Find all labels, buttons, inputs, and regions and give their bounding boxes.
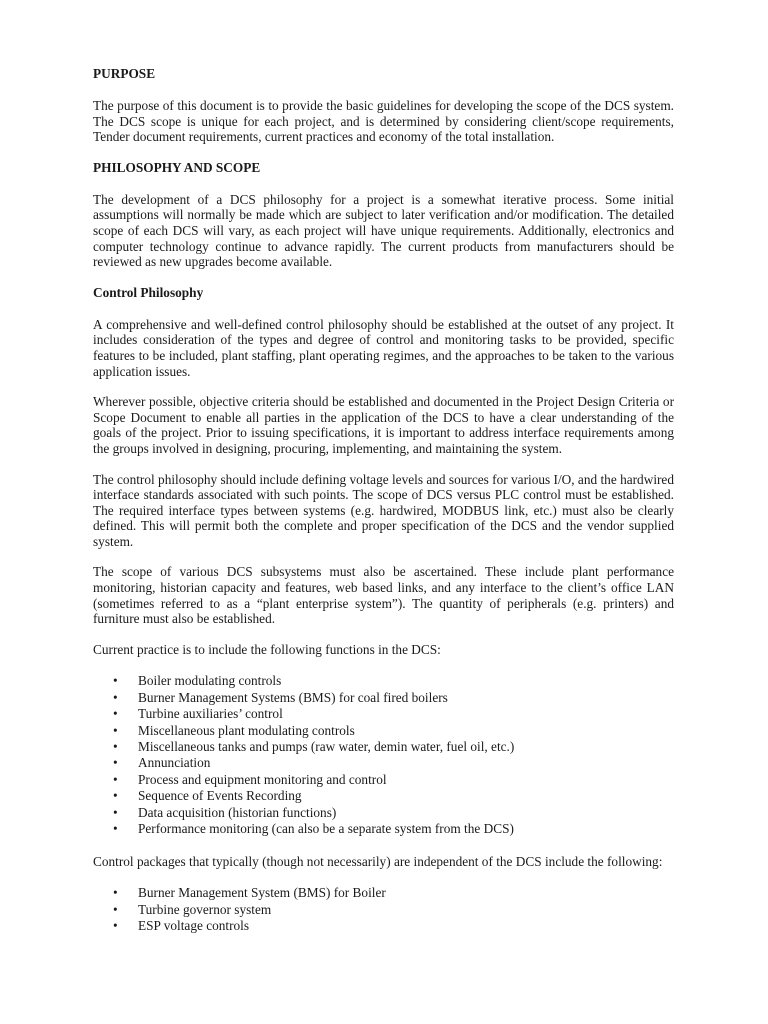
packages-intro: Control packages that typically (though not necessarily) are independent of the DCS include the following: bbox=[93, 853, 663, 869]
list-item: • Burner Management Systems (BMS) for coal fired boilers bbox=[113, 690, 674, 706]
control-paragraph-3: The control philosophy should include defining voltage levels and sources for various I/O, and the hardwired interface standards associated with such points. The scope of DCS versus PLC control must be established. The required interface types between systems (e.g. hardwired, MODBUS link, etc.) must also be clearly defined. This will permit both the complete and proper specification of the DCS and the vendor supplied system. bbox=[93, 471, 674, 549]
list-item: • Turbine governor system bbox=[113, 902, 674, 918]
list-item: • Turbine auxiliaries’ control bbox=[113, 706, 674, 722]
independent-packages-list bbox=[93, 885, 674, 934]
list-item: • ESP voltage controls bbox=[113, 918, 674, 934]
list-item: • Miscellaneous tanks and pumps (raw water, demin water, fuel oil, etc.) bbox=[113, 739, 674, 755]
list-item: • Performance monitoring (can also be a separate system from the DCS) bbox=[113, 821, 674, 837]
control-philosophy-heading: Control Philosophy bbox=[93, 284, 204, 300]
list-item: • Annunciation bbox=[113, 755, 674, 771]
list-item: • Boiler modulating controls bbox=[113, 673, 674, 689]
list-item: • Data acquisition (historian functions) bbox=[113, 805, 674, 821]
control-paragraph-1: A comprehensive and well-defined control philosophy should be established at the outset of any project. It includes consideration of the types and degree of control and monitoring tasks to be provided, specific features to be included, plant staffing, plant operating regimes, and the approaches to be taken to the various application issues. bbox=[93, 316, 674, 379]
list-item: • Sequence of Events Recording bbox=[113, 788, 674, 804]
functions-intro: Current practice is to include the following functions in the DCS: bbox=[93, 641, 441, 657]
list-item: • Burner Management System (BMS) for Boiler bbox=[113, 885, 674, 901]
purpose-heading: PURPOSE bbox=[93, 66, 156, 81]
philosophy-paragraph: The development of a DCS philosophy for a project is a somewhat iterative process. Some initial assumptions will normally be made which are subject to later verification and/or modification. The detailed scope of each DCS will vary, as each project will have unique requirements. Additionally, electronics and computer technology continue to advance rapidly. The current products from manufacturers should be reviewed as new upgrades become available. bbox=[93, 191, 674, 270]
control-paragraph-4: The scope of various DCS subsystems must also be ascertained. These include plant performance monitoring, historian capacity and features, web based links, and any interface to the client’s office LAN (sometimes referred to as a “plant enterprise system”). The quantity of peripherals (e.g. printers) and furniture must also be established. bbox=[93, 564, 674, 627]
philosophy-scope-heading: PHILOSOPHY AND SCOPE bbox=[93, 159, 261, 175]
purpose-paragraph: The purpose of this document is to provide the basic guidelines for developing the scope of the DCS system. The DCS scope is unique for each project, and is determined by considering client/scope requirements, Tender document requirements, current practices and economy of the total installation. bbox=[93, 98, 674, 145]
list-item: • Process and equipment monitoring and control bbox=[113, 772, 674, 788]
control-paragraph-2: Wherever possible, objective criteria should be established and documented in the Project Design Criteria or Scope Document to enable all parties in the application of the DCS to have a clear understanding of the goals of the project. Prior to issuing specifications, it is important to address interface requirements among the groups involved in designing, procuring, implementing, and maintaining the system. bbox=[93, 394, 674, 456]
dcs-functions-list bbox=[93, 673, 674, 837]
list-item: • Miscellaneous plant modulating controls bbox=[113, 723, 674, 739]
